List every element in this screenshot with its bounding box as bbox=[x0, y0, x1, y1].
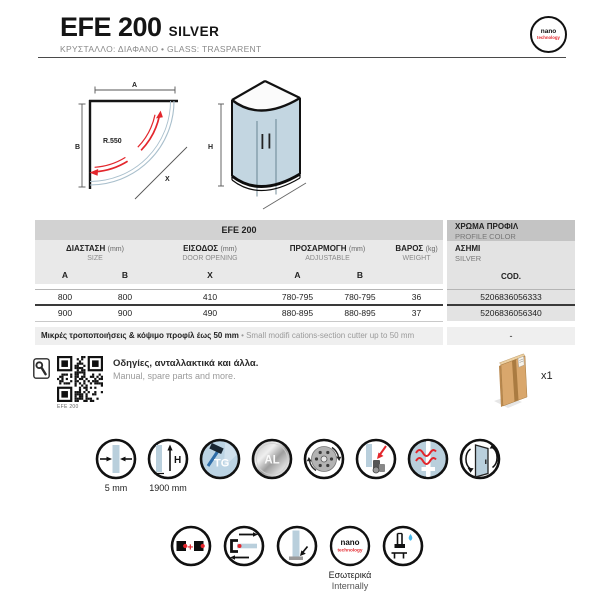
plan-dim-x-label: X bbox=[165, 176, 170, 183]
qr-code bbox=[57, 356, 103, 402]
plan-sliding-door-arrow-lower bbox=[90, 157, 128, 175]
page-title bbox=[60, 12, 219, 43]
aluminium-icon bbox=[251, 438, 293, 480]
water-tightness-icon bbox=[407, 438, 449, 480]
product-variant: SILVER bbox=[168, 24, 220, 39]
spare-parts-icon bbox=[33, 358, 50, 379]
nano-technology-badge bbox=[530, 16, 567, 53]
glass-thickness-icon bbox=[95, 438, 137, 480]
subcol-a2: A bbox=[294, 270, 301, 280]
feature-icons-row2 bbox=[170, 525, 424, 593]
cod-label: COD. bbox=[501, 272, 521, 281]
spec-table bbox=[35, 220, 575, 345]
plan-sliding-door-arrow-upper bbox=[138, 111, 163, 151]
table-column-headers bbox=[35, 240, 443, 266]
feature-bottom-seal bbox=[276, 525, 318, 593]
col-header-size: ΔΙΑΣΤΑΣΗ (mm) SIZE bbox=[66, 244, 124, 262]
double-wheels-icon bbox=[303, 438, 345, 480]
feature-icons-row1 bbox=[95, 438, 501, 494]
plan-view-drawing bbox=[75, 80, 195, 205]
nano-technology-icon bbox=[329, 525, 371, 567]
subcol-b1: B bbox=[121, 270, 129, 280]
nano-badge-line1: nano bbox=[540, 28, 557, 36]
feature-double-wheels bbox=[303, 438, 345, 494]
iso-door-handle-left bbox=[262, 134, 264, 149]
table-model-header: EFE 200 bbox=[35, 220, 443, 240]
manual-text bbox=[113, 358, 258, 381]
feature-aluminium bbox=[251, 438, 293, 494]
plan-dim-a-label: A bbox=[132, 82, 138, 89]
svg-text:+: + bbox=[187, 541, 194, 554]
svg-text:H: H bbox=[174, 455, 182, 466]
feature-adjustable-wheels bbox=[355, 438, 397, 494]
profile-color-body: ΑΣΗΜΙ SILVER COD. bbox=[447, 241, 575, 289]
subcol-a1: A bbox=[61, 270, 69, 280]
svg-text:technology: technology bbox=[337, 547, 363, 553]
feature-nano-technology bbox=[329, 525, 371, 593]
qr-caption: EFE 200 bbox=[57, 404, 79, 410]
feature-glass-height bbox=[147, 438, 189, 494]
page-subtitle: ΚΡΥΣΤΑΛΛΟ: ΔΙΑΦΑΝΟ • GLASS: TRASPARENT bbox=[60, 44, 262, 54]
isometric-drawing bbox=[208, 76, 308, 211]
table-note-row: Μικρές τροποποιήσεις & κόψιμο προφίλ έως 50 mm • Small modifi cations-section cutter up to 50 mm bbox=[35, 327, 443, 345]
feature-tempered-glass bbox=[199, 438, 241, 494]
subcol-b2: B bbox=[356, 270, 364, 280]
profile-color-header: ΧΡΩΜΑ ΠΡΟΦΙΛ PROFILE COLOR bbox=[447, 220, 575, 243]
plan-radius-label: R.550 bbox=[103, 138, 122, 145]
manual-text-en: Manual, spare parts and more. bbox=[113, 371, 236, 381]
glass-height-label: 1900 mm bbox=[149, 483, 187, 493]
note-cod-cell: - bbox=[447, 327, 575, 345]
svg-text:TG: TG bbox=[214, 457, 230, 470]
plan-dim-b-label: B bbox=[75, 144, 81, 151]
internally-label: Εσωτερικά Internally bbox=[328, 570, 372, 592]
feature-magnetic-closure bbox=[170, 525, 212, 593]
sliding-mechanism-icon bbox=[223, 525, 265, 567]
manual-text-gr: Οδηγίες, ανταλλακτικά και άλλα. bbox=[113, 358, 259, 369]
nano-badge-line2: technology bbox=[537, 34, 560, 40]
magnetic-closure-icon bbox=[170, 525, 212, 567]
col-header-adjustable: ΠΡΟΣΑΡΜΟΓΗ (mm) ADJUSTABLE bbox=[289, 244, 366, 262]
svg-text:nano: nano bbox=[340, 538, 360, 547]
product-name: EFE 200 bbox=[60, 12, 162, 42]
feature-water-tightness bbox=[407, 438, 449, 494]
package-quantity: x1 bbox=[541, 370, 553, 382]
bottom-seal-icon bbox=[276, 525, 318, 567]
iso-dim-h-label: H bbox=[208, 144, 214, 151]
iso-door-handle-right bbox=[269, 134, 271, 149]
product-code: 5206836056340 bbox=[447, 306, 575, 321]
feature-glass-support bbox=[382, 525, 424, 593]
header-rule bbox=[38, 57, 566, 58]
glass-support-water-icon bbox=[382, 525, 424, 567]
table-row: 800 800 410 780-795 780-795 36 bbox=[35, 289, 443, 305]
feature-sliding-mechanism bbox=[223, 525, 265, 593]
table-subcolumn-headers bbox=[35, 266, 443, 284]
col-header-door-opening: ΕΙΣΟΔΟΣ (mm) DOOR OPENING bbox=[182, 244, 238, 262]
col-header-weight: ΒΑΡΟΣ (kg) WEIGHT bbox=[395, 244, 438, 262]
feature-glass-thickness bbox=[95, 438, 137, 494]
package-box-icon bbox=[492, 349, 540, 411]
glass-thickness-label: 5 mm bbox=[104, 483, 128, 493]
product-code: 5206836056333 bbox=[447, 289, 575, 305]
table-row: 900 900 490 880-895 880-895 37 bbox=[35, 306, 443, 322]
reversible-door-icon bbox=[459, 438, 501, 480]
svg-text:AL: AL bbox=[264, 454, 280, 467]
feature-reversible-door bbox=[459, 438, 501, 494]
tempered-glass-icon bbox=[199, 438, 241, 480]
glass-height-icon bbox=[147, 438, 189, 480]
subcol-x: X bbox=[207, 270, 213, 280]
adjustable-wheels-icon bbox=[355, 438, 397, 480]
